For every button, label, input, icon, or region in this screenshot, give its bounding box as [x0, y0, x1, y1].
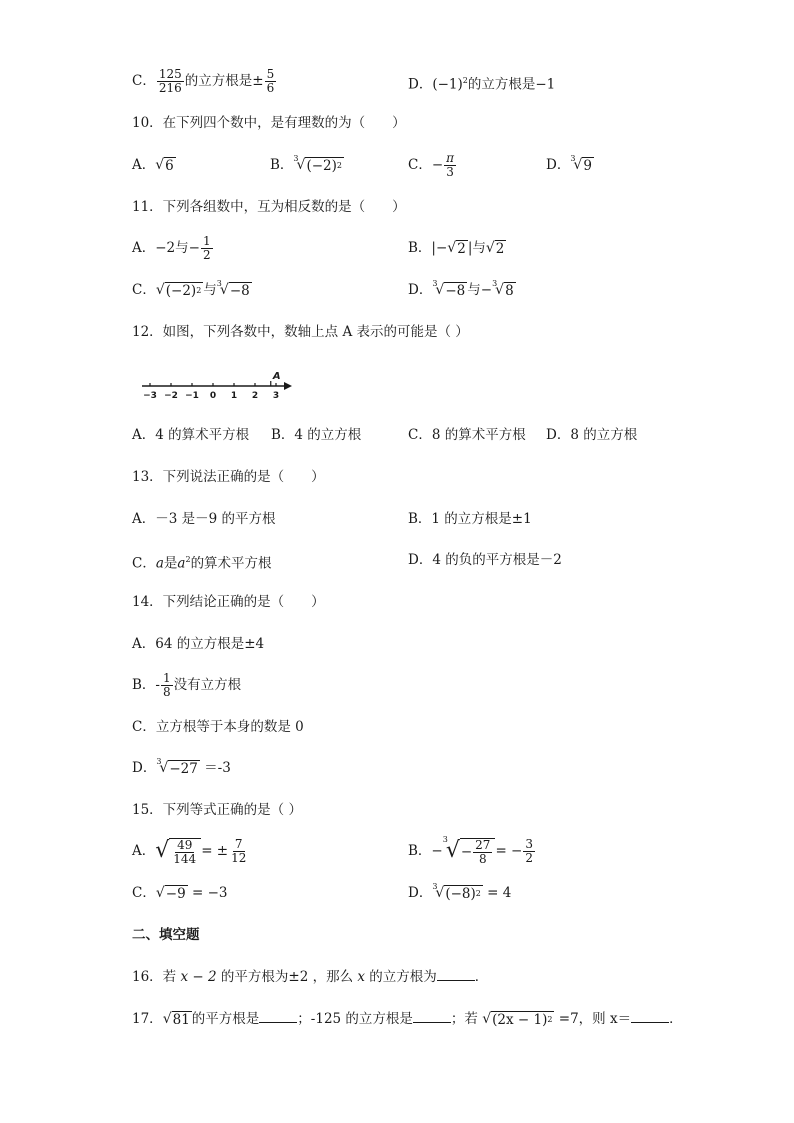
q16-middle: 的平方根为±2 ，那么: [216, 969, 358, 985]
q17-part-3: ；若: [450, 1011, 483, 1027]
q10-stem-row: [0, 108, 794, 138]
q10-options-row: [0, 150, 794, 180]
q15-options-row-2: [0, 878, 794, 908]
denominator: 12: [231, 851, 247, 865]
radical: [486, 240, 507, 257]
q9-option-c: [132, 66, 277, 96]
radical-index: 3: [492, 278, 498, 288]
radicand: 9: [583, 157, 592, 174]
answer-blank[interactable]: [413, 1008, 451, 1023]
radicand: [491, 1011, 554, 1028]
numerator: π: [446, 151, 455, 166]
q12-option-d: D．8 的立方根: [546, 427, 638, 443]
q16-row: [0, 962, 794, 992]
q11-option-c: [132, 275, 252, 305]
numerator: 125: [158, 67, 182, 82]
option-text: ＝-3: [199, 760, 231, 776]
fraction: [157, 68, 184, 94]
answer-blank[interactable]: [259, 1008, 297, 1023]
radicand: 6: [165, 157, 174, 174]
q11-stem: 11．下列各组数中，互为相反数的是（ ）: [132, 199, 406, 215]
number-line-figure: [138, 366, 318, 406]
equals: = ±: [201, 843, 229, 859]
q14-option-a: A．64 的立方根是±4: [132, 636, 265, 652]
q9-options-row: [0, 66, 794, 96]
radical-sign: √: [159, 759, 169, 776]
radicand: [460, 838, 496, 865]
radicand: [165, 282, 204, 299]
radical-sign: √: [155, 837, 170, 863]
equals: = 4: [482, 885, 512, 901]
radical: [216, 278, 252, 299]
q13-option-a: A．－3 是－9 的平方根: [132, 511, 276, 527]
q13-option-c: [132, 545, 272, 579]
option-label: C．: [408, 157, 432, 173]
q11-option-a: [132, 233, 214, 263]
radicand: −8: [229, 282, 250, 299]
radical-index: 3: [293, 153, 299, 163]
q10-option-c: [408, 150, 457, 180]
radical-index: 3: [156, 756, 162, 766]
denominator: 3: [446, 165, 454, 179]
exponent: 2: [475, 889, 481, 899]
q17-end: ．: [669, 1011, 683, 1027]
radical-sign: √: [573, 156, 583, 173]
expression: x − 2: [180, 969, 217, 985]
option-label: C．: [132, 282, 156, 298]
radical: [156, 756, 200, 777]
radicand: 2: [495, 240, 505, 257]
q12-option-b: B．4 的立方根: [271, 427, 362, 443]
q14-option-c-row: [0, 712, 794, 742]
option-label: B．: [408, 843, 432, 859]
q10-option-b: [270, 150, 344, 180]
variable: a: [155, 555, 164, 572]
radical-index: 3: [216, 278, 222, 288]
radical-index: 3: [570, 153, 576, 163]
radical: [155, 157, 176, 174]
equals: = −: [495, 843, 523, 859]
radical: [432, 278, 467, 299]
q10-option-a: [132, 150, 176, 180]
number-line-ticks: [143, 381, 279, 401]
q13-option-d: D．4 的负的平方根是－2: [408, 552, 562, 568]
answer-blank[interactable]: [437, 966, 475, 981]
q17-text: [132, 1004, 683, 1034]
q15-option-a: [132, 836, 249, 866]
q10-option-d: [546, 150, 594, 180]
fraction: [523, 838, 535, 864]
q15-option-c: [132, 878, 227, 908]
radical-sign: √: [447, 239, 457, 256]
option-text: 与: [203, 282, 217, 298]
denominator: 2: [525, 851, 534, 865]
radicand-base: (−8): [445, 885, 476, 902]
tick-label: −3: [143, 391, 157, 401]
fraction: [171, 839, 198, 865]
q15-option-b: [408, 836, 536, 866]
radical-sign: √: [435, 281, 445, 298]
exponent: 2: [196, 286, 202, 296]
radical: [293, 153, 344, 174]
radical-index: 3: [432, 881, 438, 891]
q16-end: ．: [474, 969, 489, 985]
radicand-base: (−2): [306, 157, 337, 174]
q11-options-row-2: [0, 275, 794, 305]
option-label: A．: [132, 240, 156, 256]
q17-part-2: ；-125 的立方根是: [297, 1011, 413, 1027]
denominator: 216: [158, 81, 182, 95]
option-label: C．: [132, 555, 156, 572]
q12-option-a: A．4 的算术平方根: [132, 427, 250, 443]
fraction: [201, 235, 213, 261]
base: (−1): [432, 76, 463, 93]
option-label: D．: [408, 282, 433, 298]
radicand: −9: [165, 885, 186, 902]
option-label: D．: [546, 157, 571, 173]
exponent: 2: [462, 76, 468, 85]
abs-open: |−: [431, 240, 448, 256]
q15-option-d: [408, 878, 511, 908]
q15-stem: 15．下列等式正确的是（ ）: [132, 802, 302, 818]
q9-option-d: [408, 66, 555, 100]
option-text: 的立方根是±: [184, 73, 264, 89]
q14-option-a-row: [0, 629, 794, 659]
numerator: 1: [162, 671, 171, 686]
equals: = −3: [187, 885, 228, 901]
radicand: [169, 838, 201, 865]
radicand: 2: [457, 240, 466, 257]
numerator: 27: [475, 837, 491, 852]
radical: [155, 838, 201, 865]
radicand-base: (2x − 1): [492, 1011, 548, 1028]
option-label: D．: [408, 76, 433, 93]
numerator: 1: [202, 234, 211, 249]
numerator: 5: [266, 67, 275, 82]
tick-label: 2: [251, 391, 259, 401]
radical-sign: √: [435, 884, 445, 901]
option-label: A．: [132, 157, 156, 173]
sign: −: [431, 157, 444, 173]
radical: [492, 278, 516, 299]
radicand: [444, 885, 483, 902]
q17-part-4: =7，则 x＝: [554, 1011, 632, 1027]
option-text: −2与−: [155, 240, 200, 256]
radical: [432, 881, 483, 902]
option-label: B．: [408, 240, 432, 256]
q12-stem: 12．如图，下列各数中，数轴上点 A 表示的可能是（ ）: [132, 324, 469, 340]
number-line-arrow: [284, 382, 292, 390]
q11-option-b: [408, 233, 506, 263]
q16-text: [132, 962, 488, 992]
option-label: A．: [132, 843, 156, 859]
sign: −: [431, 843, 443, 859]
option-text: 没有立方根: [173, 677, 242, 693]
radical: [163, 1011, 192, 1028]
fraction: [473, 839, 492, 865]
q14-option-c: C．立方根等于本身的数是 0: [132, 719, 304, 735]
option-label: D．: [132, 760, 157, 776]
point-a-label: A: [272, 371, 281, 382]
tick-label: 3: [272, 391, 280, 401]
radical-sign: √: [155, 156, 165, 173]
radical-sign: √: [495, 281, 505, 298]
option-label: B．: [270, 157, 294, 173]
fraction: [444, 152, 456, 178]
option-text: 的算术平方根: [190, 555, 272, 572]
q13-options-row-1: [0, 504, 794, 534]
radical: [156, 282, 203, 299]
radical-sign: √: [162, 1010, 172, 1027]
q15-options-row-1: [0, 836, 794, 866]
q14-option-b: [132, 670, 241, 700]
option-text: 是: [163, 555, 178, 572]
q15-stem-row: [0, 795, 794, 825]
option-label: D．: [408, 885, 433, 901]
radicand: [305, 157, 344, 174]
q14-option-b-row: [0, 670, 794, 700]
q10-stem: 10．在下列四个数中，是有理数的为（ ）: [132, 115, 406, 131]
q12-options-row: [0, 420, 794, 450]
q12-stem-row: [0, 317, 794, 347]
denominator: 8: [478, 851, 487, 866]
numerator: 7: [234, 837, 243, 852]
q16-suffix: 的立方根为: [365, 969, 437, 985]
numerator: 3: [525, 837, 534, 852]
tick-label: −1: [185, 391, 199, 401]
fraction: [265, 68, 277, 94]
radical: [442, 834, 496, 866]
radicand: 8: [505, 282, 514, 299]
radical-sign: √: [155, 884, 165, 901]
fraction: [229, 838, 248, 864]
exponent: 2: [547, 1015, 553, 1025]
q12-option-c: C．8 的算术平方根: [408, 427, 526, 443]
denominator: 8: [162, 685, 171, 699]
answer-blank[interactable]: [631, 1008, 669, 1023]
tick-label: 1: [230, 391, 238, 401]
option-text: 的立方根是−1: [467, 76, 556, 93]
option-label: C．: [132, 73, 156, 89]
q14-option-d-row: [0, 753, 794, 783]
q14-option-d: [132, 753, 231, 783]
radical-index: 3: [432, 278, 438, 288]
denominator: 6: [266, 81, 275, 95]
q17-row: [0, 1004, 794, 1034]
q16-prefix: 16．若: [132, 969, 181, 985]
radical-sign: √: [482, 1010, 492, 1027]
q11-options-row-1: [0, 233, 794, 263]
option-label: C．: [132, 885, 156, 901]
q14-stem: 14．下列结论正确的是（ ）: [132, 594, 325, 610]
sign: −: [460, 843, 473, 860]
radical: [447, 240, 468, 257]
tick-label: 0: [209, 391, 217, 401]
radicand: −8: [445, 282, 466, 299]
option-text: |与: [467, 240, 486, 256]
radical-sign: √: [445, 837, 460, 863]
denominator: 144: [173, 851, 197, 866]
q13-options-row-2: [0, 545, 794, 575]
q17-part-1: 的平方根是: [191, 1011, 260, 1027]
radicand: −27: [169, 760, 198, 777]
q14-stem-row: [0, 587, 794, 617]
q11-option-d: [408, 275, 516, 305]
radical-sign: √: [485, 239, 495, 256]
option-text: 与−: [467, 282, 493, 298]
fraction: [161, 672, 173, 698]
variable: x: [357, 969, 365, 985]
exponent: 2: [185, 555, 191, 564]
denominator: 2: [202, 248, 211, 262]
q13-stem: 13．下列说法正确的是（ ）: [132, 469, 325, 485]
radicand: 81: [172, 1011, 190, 1028]
radical: [570, 153, 594, 174]
radical-index: 3: [442, 834, 448, 844]
q11-stem-row: [0, 192, 794, 222]
radical-sign: √: [155, 281, 165, 298]
variable: a: [177, 555, 186, 572]
q17-prefix: 17．: [132, 1011, 163, 1027]
q13-option-b: B．1 的立方根是±1: [408, 511, 532, 527]
radical-sign: √: [296, 156, 306, 173]
q13-stem-row: [0, 462, 794, 492]
option-label: B．-: [132, 677, 160, 693]
tick-label: −2: [164, 391, 178, 401]
section-title: 二、填空题: [132, 927, 200, 943]
numerator: 49: [177, 837, 193, 852]
exponent: 2: [336, 161, 342, 171]
radical: [156, 885, 188, 902]
radical-sign: √: [219, 281, 229, 298]
radical: [482, 1011, 554, 1028]
section-2-row: [0, 920, 794, 950]
radicand-base: (−2): [165, 282, 197, 299]
